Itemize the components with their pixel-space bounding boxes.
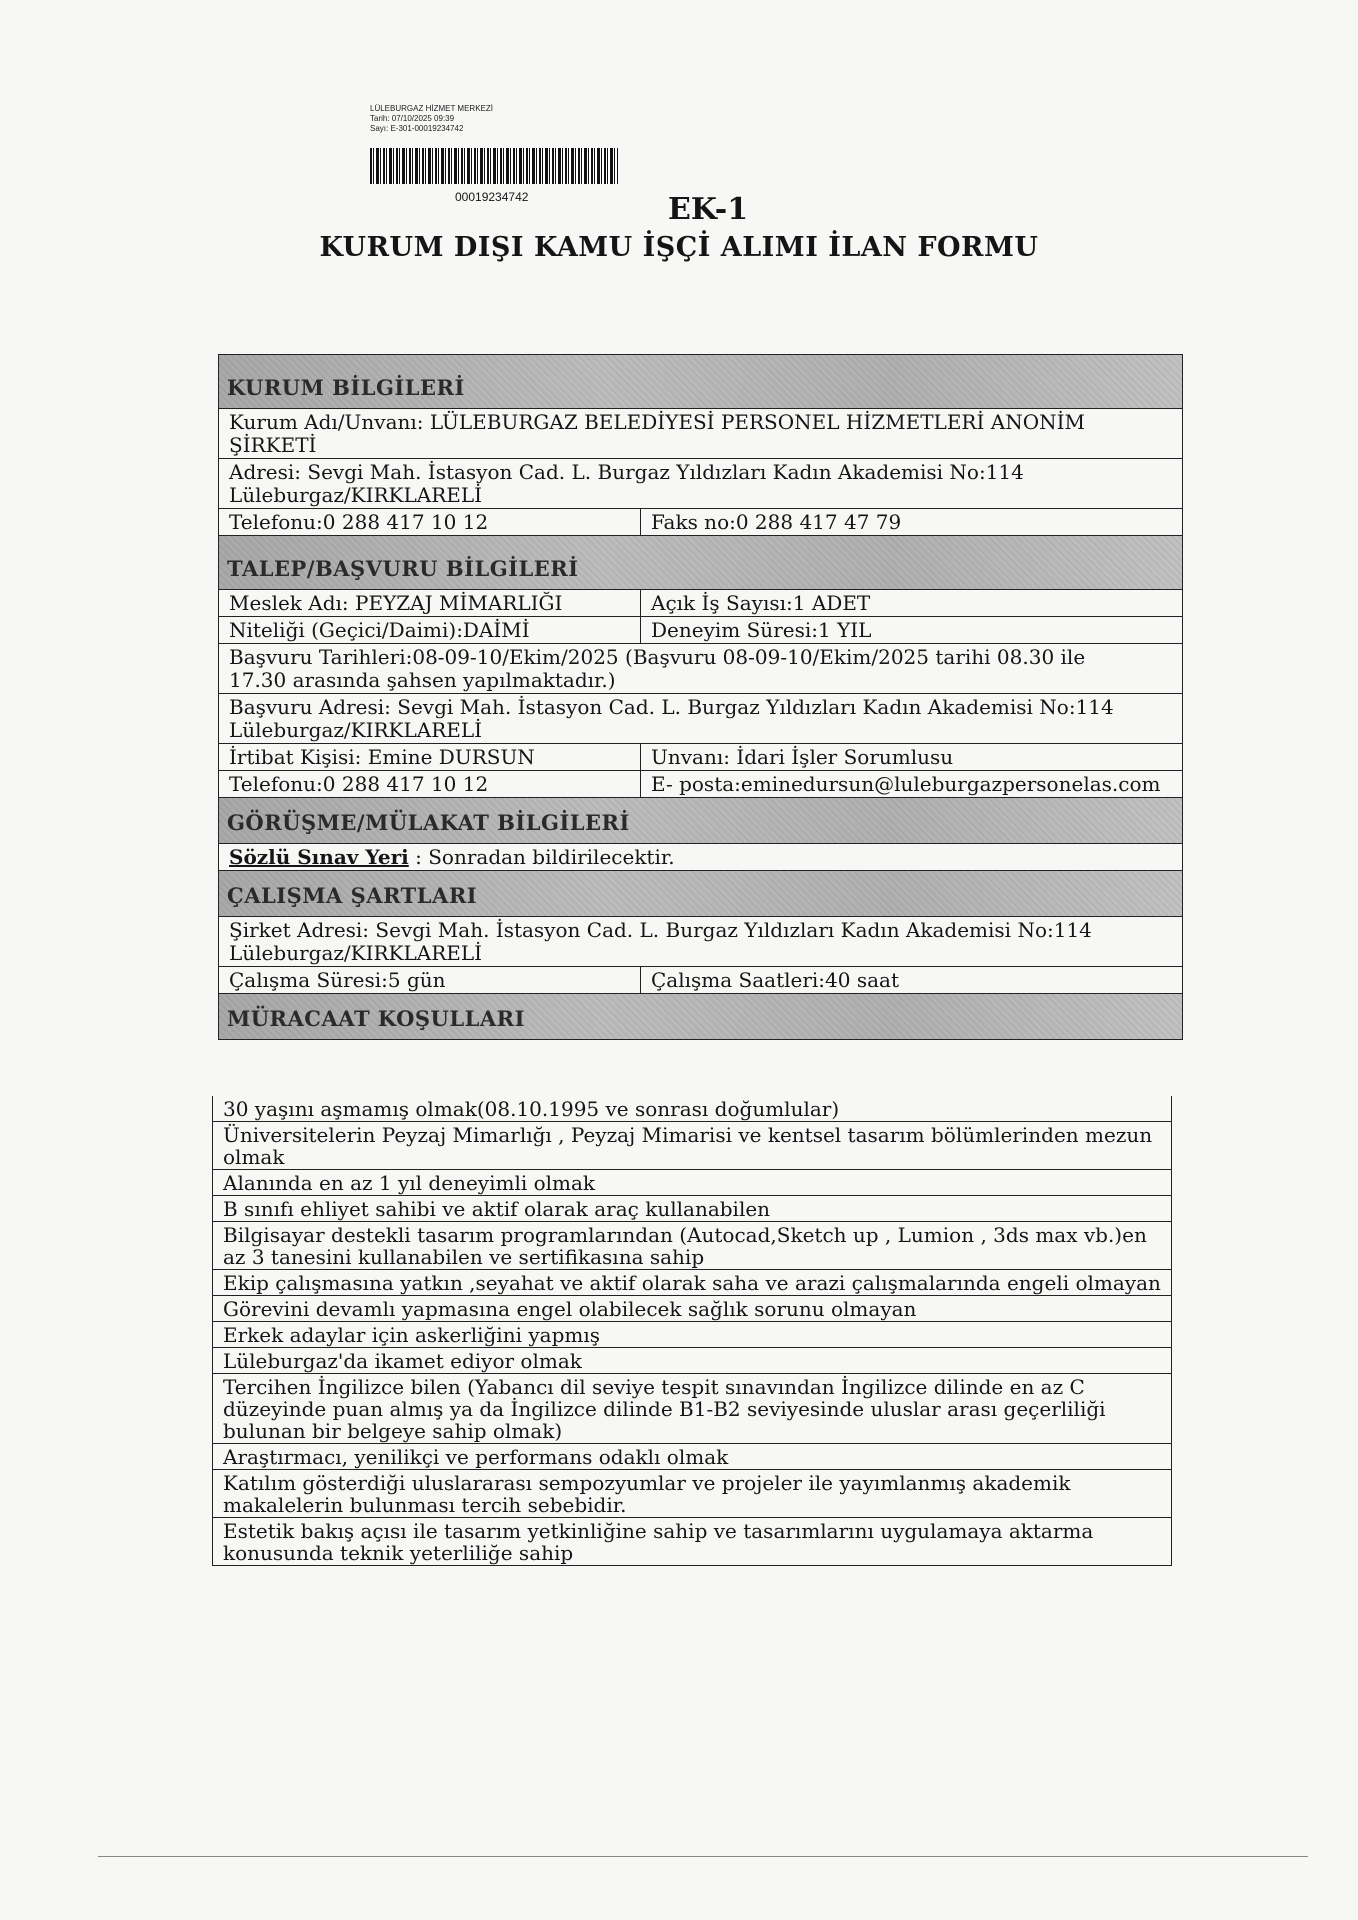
basvuru-adresi-line2: Lüleburgaz/KIRKLARELİ <box>229 718 483 742</box>
sirket-adresi <box>219 917 1182 967</box>
kurum-adres <box>219 459 1182 509</box>
niteligi: Niteliği (Geçici/Daimi):DAİMİ <box>229 618 530 642</box>
calisma-saatleri: Çalışma Saatleri:40 saat <box>640 967 1182 993</box>
barcode <box>370 148 618 184</box>
list-item: Erkek adaylar için askerliğini yapmış <box>213 1322 1171 1348</box>
list-item: Alanında en az 1 yıl deneyimli olmak <box>213 1170 1171 1196</box>
basvuru-adresi <box>219 694 1182 744</box>
irtibat-row <box>219 744 1182 771</box>
calisma-row <box>219 967 1182 994</box>
basvuru-adresi-line1: Başvuru Adresi: Sevgi Mah. İstasyon Cad. L. Burgaz Yıldızları Kadın Akademisi No:114 <box>229 695 1114 719</box>
stamp-number: Sayı: E-301-00019234742 <box>370 124 464 133</box>
list-item: Araştırmacı, yenilikçi ve performans odaklı olmak <box>213 1444 1171 1470</box>
kurum-faks: Faks no:0 288 417 47 79 <box>640 509 1182 535</box>
deneyim-suresi: Deneyim Süresi:1 YIL <box>640 617 1182 643</box>
document-stamp <box>370 104 493 134</box>
list-item: Lüleburgaz'da ikamet ediyor olmak <box>213 1348 1171 1374</box>
stamp-date: Tarih: 07/10/2025 09:39 <box>370 114 455 123</box>
calisma-suresi: Çalışma Süresi:5 gün <box>229 968 446 992</box>
sozlu-sinav-yeri-value: : Sonradan bildirilecektir. <box>408 845 675 869</box>
section-calisma: ÇALIŞMA ŞARTLARI <box>219 871 1182 917</box>
acik-is-sayisi: Açık İş Sayısı:1 ADET <box>640 590 1182 616</box>
kurum-adres-line2: Lüleburgaz/KIRKLARELİ <box>229 483 483 507</box>
irtibat-kisisi: İrtibat Kişisi: Emine DURSUN <box>229 745 535 769</box>
list-item: Estetik bakış açısı ile tasarım yetkinliğine sahip ve tasarımlarını uygulamaya aktarma konusunda teknik yeterliliğe sahip <box>213 1518 1171 1566</box>
form-table <box>218 354 1183 1040</box>
section-muracaat: MÜRACAAT KOŞULLARI <box>219 994 1182 1040</box>
list-item: Görevini devamlı yapmasına engel olabilecek sağlık sorunu olmayan <box>213 1296 1171 1322</box>
annex-label: EK-1 <box>668 192 749 227</box>
list-item: Ekip çalışmasına yatkın ,seyahat ve aktif olarak saha ve arazi çalışmalarında engeli olmayan <box>213 1270 1171 1296</box>
sirket-adresi-line2: Lüleburgaz/KIRKLARELİ <box>229 941 483 965</box>
kurum-adi: Kurum Adı/Unvanı: LÜLEBURGAZ BELEDİYESİ PERSONEL HİZMETLERİ ANONİM ŞİRKETİ <box>219 409 1182 459</box>
section-gorusme: GÖRÜŞME/MÜLAKAT BİLGİLERİ <box>219 798 1182 844</box>
section-kurum: KURUM BİLGİLERİ <box>219 355 1182 409</box>
kurum-adres-line1: Adresi: Sevgi Mah. İstasyon Cad. L. Burgaz Yıldızları Kadın Akademisi No:114 <box>229 460 1024 484</box>
sozlu-sinav-yeri <box>219 844 1182 871</box>
irtibat-telefon: Telefonu:0 288 417 10 12 <box>229 772 489 796</box>
basvuru-tarihleri-line2: 17.30 arasında şahsen yapılmaktadır.) <box>229 668 616 692</box>
page-bottom-rule <box>98 1856 1308 1857</box>
list-item: 30 yaşını aşmamış olmak(08.10.1995 ve sonrası doğumlular) <box>213 1096 1171 1122</box>
list-item: B sınıfı ehliyet sahibi ve aktif olarak araç kullanabilen <box>213 1196 1171 1222</box>
section-talep: TALEP/BAŞVURU BİLGİLERİ <box>219 536 1182 590</box>
list-item: Katılım gösterdiği uluslararası sempozyumlar ve projeler ile yayımlanmış akademik makalelerin bulunması tercih sebebidir. <box>213 1470 1171 1518</box>
stamp-office: LÜLEBURGAZ HİZMET MERKEZİ <box>370 104 493 113</box>
basvuru-tarihleri <box>219 644 1182 694</box>
kurum-telefon: Telefonu:0 288 417 10 12 <box>229 510 489 534</box>
irtibat-iletisim-row <box>219 771 1182 798</box>
talep-row-2 <box>219 617 1182 644</box>
muracaat-list <box>212 1096 1172 1566</box>
sirket-adresi-line1: Şirket Adresi: Sevgi Mah. İstasyon Cad. L. Burgaz Yıldızları Kadın Akademisi No:114 <box>229 918 1092 942</box>
irtibat-eposta[interactable]: E- posta:eminedursun@luleburgazpersonelas.com <box>640 771 1182 797</box>
meslek-adi: Meslek Adı: PEYZAJ MİMARLIĞI <box>229 591 563 615</box>
talep-row-1 <box>219 590 1182 617</box>
sozlu-sinav-yeri-label: Sözlü Sınav Yeri <box>229 845 409 869</box>
page-title: KURUM DIŞI KAMU İŞÇİ ALIMI İLAN FORMU <box>319 232 1039 263</box>
list-item: Tercihen İngilizce bilen (Yabancı dil seviye tespit sınavından İngilizce dilinde en az C düzeyinde puan almış ya da İngilizce dilinde B1-B2 seviyesinde uluslar arası geçerliliği bulunan bir belgeye sahip olmak) <box>213 1374 1171 1444</box>
list-item: Üniversitelerin Peyzaj Mimarlığı , Peyzaj Mimarisi ve kentsel tasarım bölümlerinden mezun olmak <box>213 1122 1171 1170</box>
irtibat-unvani: Unvanı: İdari İşler Sorumlusu <box>640 744 1182 770</box>
kurum-iletisim <box>219 509 1182 536</box>
barcode-number: 00019234742 <box>455 190 529 204</box>
list-item: Bilgisayar destekli tasarım programlarından (Autocad,Sketch up , Lumion , 3ds max vb.)en az 3 tanesini kullanabilen ve sertifikasına sahip <box>213 1222 1171 1270</box>
basvuru-tarihleri-line1: Başvuru Tarihleri:08-09-10/Ekim/2025 (Başvuru 08-09-10/Ekim/2025 tarihi 08.30 ile <box>229 645 1086 669</box>
